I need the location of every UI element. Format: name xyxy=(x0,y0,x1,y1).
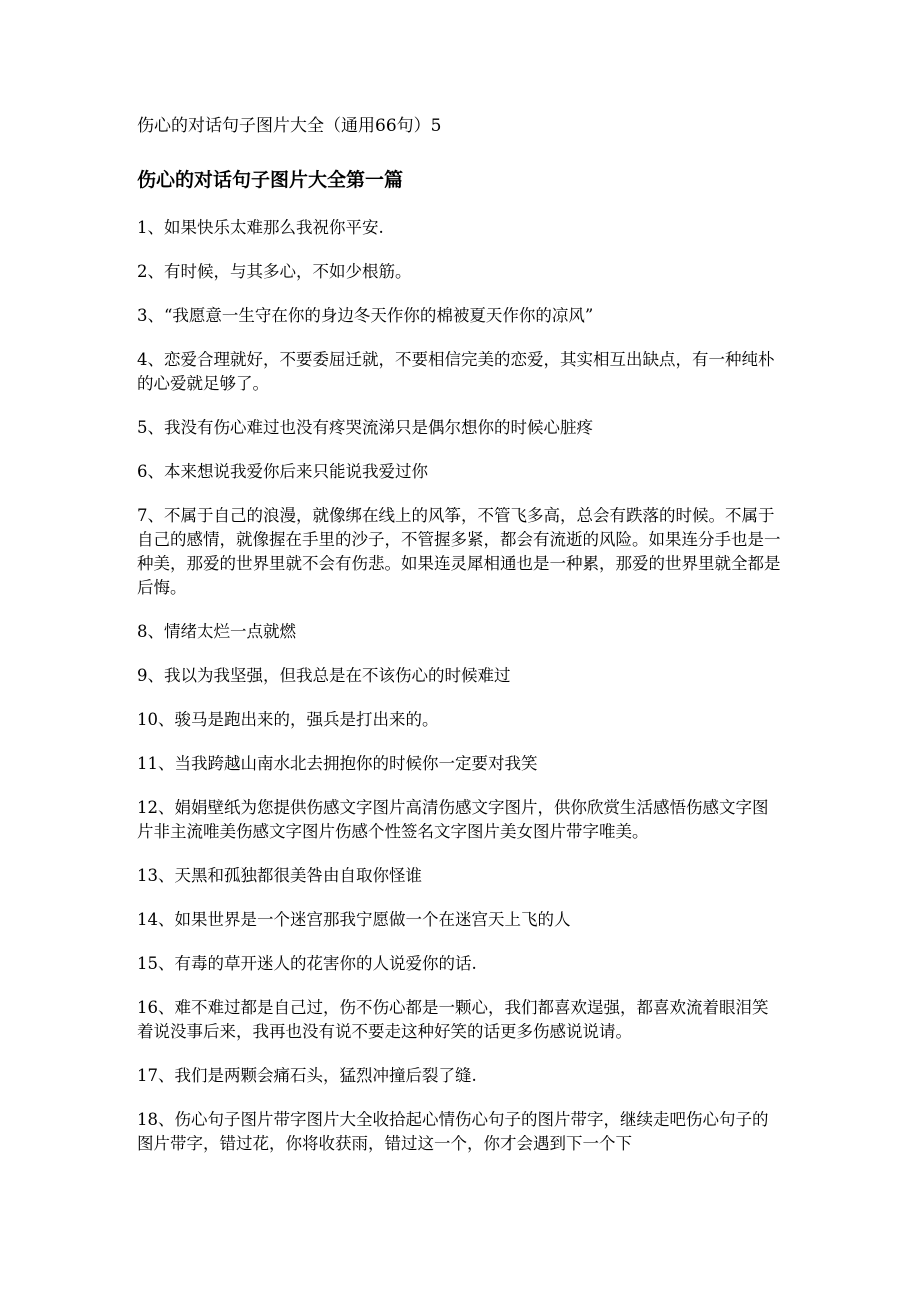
list-item: 7、不属于自己的浪漫，就像绑在线上的风筝，不管飞多高，总会有跌落的时候。不属于自己的感情，就像握在手里的沙子，不管握多紧，都会有流逝的风险。如果连分手也是一种美，那爱的世界里就不会有伤悲。如果连灵犀相通也是一种累，那爱的世界里就全都是后悔。 xyxy=(137,506,781,597)
list-item: 10、骏马是跑出来的，强兵是打出来的。 xyxy=(137,710,439,729)
list-item: 4、恋爱合理就好，不要委屈迁就，不要相信完美的恋爱，其实相互出缺点，有一种纯朴的心爱就足够了。 xyxy=(137,350,775,393)
list-item: 9、我以为我坚强，但我总是在不该伤心的时候难过 xyxy=(137,666,511,685)
document-title: 伤心的对话句子图片大全（通用66句）5 xyxy=(137,116,442,136)
list-item: 18、伤心句子图片带字图片大全收拾起心情伤心句子的图片带字，继续走吧伤心句子的图片带字，错过花，你将收获雨，错过这一个，你才会遇到下一个下 xyxy=(137,1110,769,1153)
list-item: 8、情绪太烂一点就燃 xyxy=(137,622,296,641)
sentence-list xyxy=(137,216,782,1176)
list-item: 16、难不难过都是自己过，伤不伤心都是一颗心，我们都喜欢逞强，都喜欢流着眼泪笑着说没事后来，我再也没有说不要走这种好笑的话更多伤感说说请。 xyxy=(137,998,769,1041)
list-item: 11、当我跨越山南水北去拥抱你的时候你一定要对我笑 xyxy=(137,754,538,773)
list-item: 3、“我愿意一生守在你的身边冬天作你的棉被夏天作你的凉风” xyxy=(137,306,594,325)
list-item: 14、如果世界是一个迷宫那我宁愿做一个在迷宫天上飞的人 xyxy=(137,910,571,929)
list-item: 2、有时候，与其多心，不如少根筋。 xyxy=(137,262,412,281)
list-item: 1、如果快乐太难那么我祝你平安. xyxy=(137,218,384,237)
list-item: 17、我们是两颗会痛石头，猛烈冲撞后裂了缝. xyxy=(137,1066,477,1085)
list-item: 12、娟娟壁纸为您提供伤感文字图片高清伤感文字图片，供你欣赏生活感悟伤感文字图片非主流唯美伤感文字图片伤感个性签名文字图片美女图片带字唯美。 xyxy=(137,798,769,841)
list-item: 5、我没有伤心难过也没有疼哭流涕只是偶尔想你的时候心脏疼 xyxy=(137,418,593,437)
section-heading: 伤心的对话句子图片大全第一篇 xyxy=(137,169,404,191)
list-item: 6、本来想说我爱你后来只能说我爱过你 xyxy=(137,462,428,481)
list-item: 15、有毒的草开迷人的花害你的人说爱你的话. xyxy=(137,954,477,973)
list-item: 13、天黑和孤独都很美咎由自取你怪谁 xyxy=(137,866,422,885)
